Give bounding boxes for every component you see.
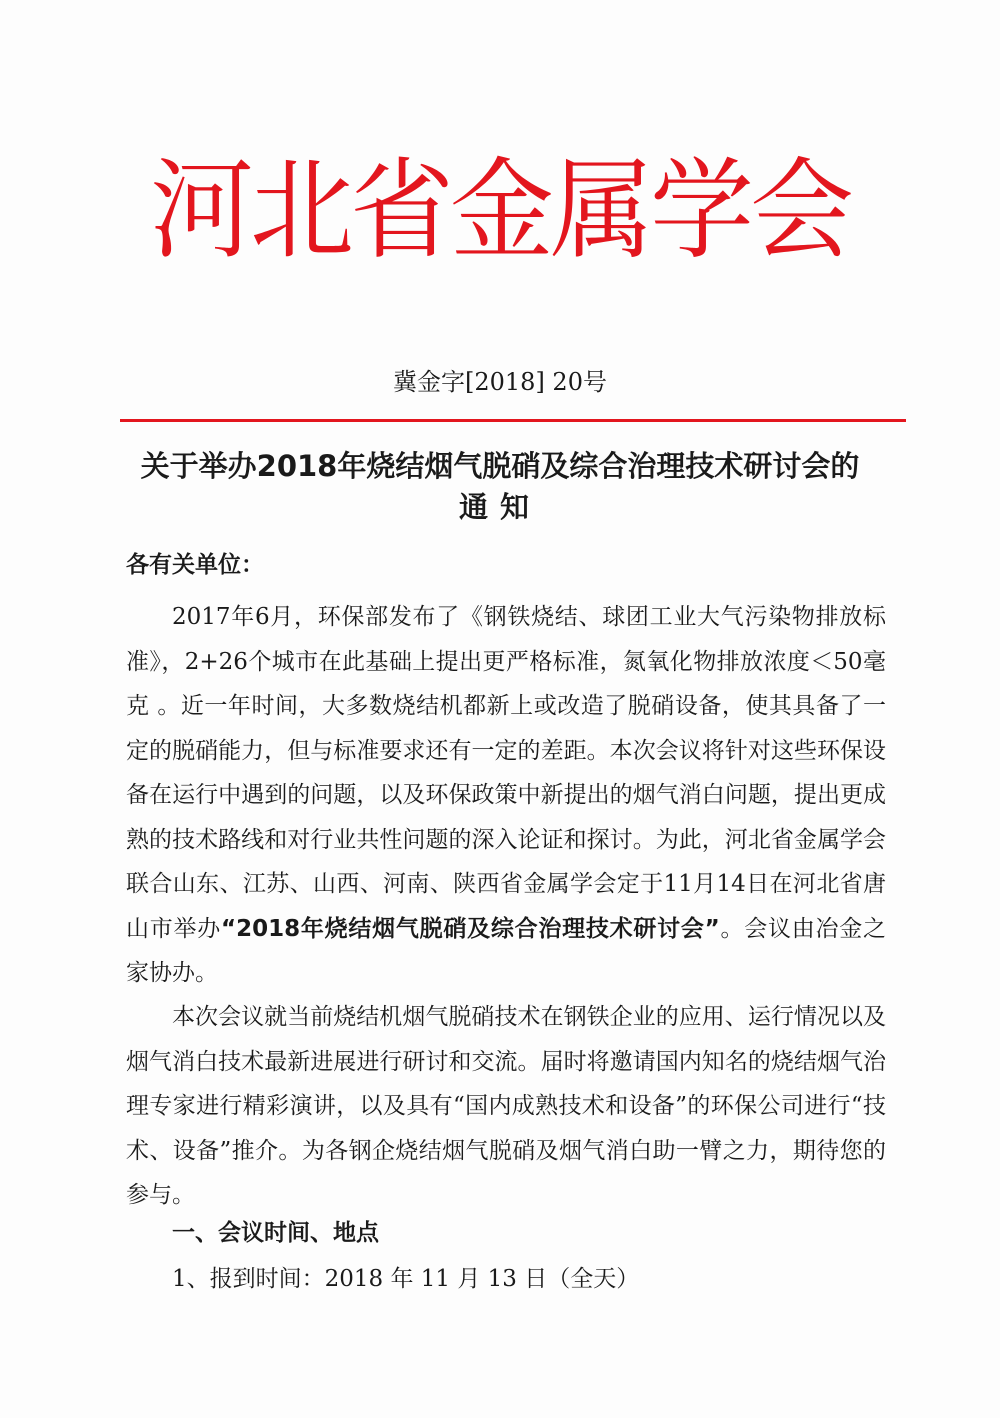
paragraph-1-text: 2017年6月，环保部发布了《钢铁烧结、球团工业大气污染物排放标准》，2+26个城市在此基础上提出更严格标准，氮氧化物排放浓度＜50毫克 。近一年时间，大多数烧结机都新上或改造了脱硝设备，使其具备了一定的脱硝能力，但与标准要求还有一定的差距。本次会议将针对这些环保设备在运行中遇到的问题，以及环保政策中新提出的烟气消白问题，提出更成熟的技术路线和对行业共性问题的深入论证和探讨。为此，河北省金属学会联合山东、江苏、山西、河南、陕西省金属学会定于11月14日在河北省唐山市举办 <box>126 604 886 942</box>
document-number: 冀金字[2018] 20号 <box>393 368 607 396</box>
salutation: 各有关单位： <box>126 552 264 578</box>
registration-time-item: 1、报到时间：2018 年 11 月 13 日（全天） <box>172 1266 640 1292</box>
section-heading-meeting-time-place: 一、会议时间、地点 <box>172 1220 379 1246</box>
letterhead-title: 河北省金属学会 <box>149 145 850 275</box>
body-paragraph-1 <box>126 595 886 996</box>
notice-title-line-1: 关于举办2018年烧结烟气脱硝及综合治理技术研讨会的 <box>140 449 860 483</box>
paragraph-1-ending: 。会议由冶金之家协办。 <box>126 915 886 986</box>
red-divider-line <box>120 419 906 422</box>
body-paragraph-2: 本次会议就当前烧结机烟气脱硝技术在钢铁企业的应用、运行情况以及烟气消白技术最新进展进行研讨和交流。届时将邀请国内知名的烧结烟气治理专家进行精彩演讲，以及具有“国内成熟技术和设备”的环保公司进行“技术、设备”推介。为各钢企烧结烟气脱硝及烟气消白助一臂之力，期待您的参与。 <box>126 1004 886 1208</box>
notice-title-line-2: 通知 <box>458 490 541 524</box>
conference-name-highlight: “2018年烧结烟气脱硝及综合治理技术研讨会” <box>221 915 720 942</box>
